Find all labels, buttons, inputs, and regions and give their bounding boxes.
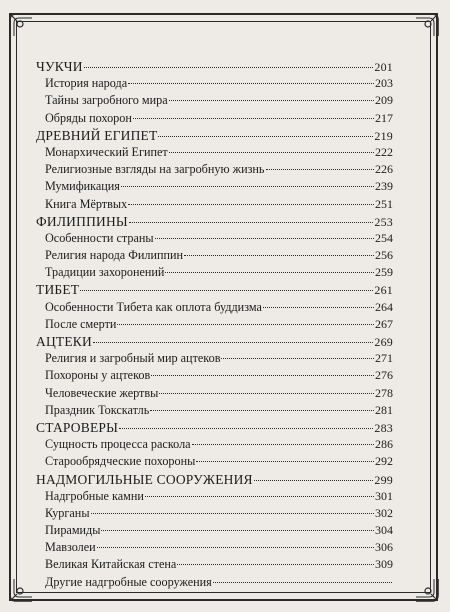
toc-entry (36, 402, 393, 419)
dot-leader (169, 90, 374, 101)
dot-leader (80, 280, 373, 291)
toc-entry-title: Другие надгробные сооружения (45, 574, 212, 589)
toc-entry-title: Особенности Тибета как оплота буддизма (45, 299, 262, 314)
corner-ornament-icon (8, 12, 34, 38)
toc-entry-title: Сущность процесса раскола (45, 437, 191, 452)
dot-leader (196, 451, 374, 462)
toc-page-number: 203 (375, 76, 393, 91)
dot-leader (213, 572, 392, 583)
toc-entry-title: Мавзолеи (45, 540, 96, 555)
toc-entry-title: НАДМОГИЛЬНЫЕ СООРУЖЕНИЯ (36, 471, 253, 487)
toc-entry-title: Религиозные взгляды на загробную жизнь (45, 162, 265, 177)
dot-leader (177, 554, 374, 565)
toc-page-number: 271 (375, 351, 393, 366)
toc-entry (36, 196, 393, 213)
toc-entry-title: ТИБЕТ (36, 282, 80, 298)
toc-entry-title: ЧУКЧИ (36, 59, 83, 74)
toc-entry (36, 110, 393, 127)
corner-ornament-icon (414, 577, 440, 603)
toc-entry-title: АЦТЕКИ (36, 334, 92, 349)
dot-leader (192, 434, 374, 445)
toc-page-number: 259 (375, 265, 393, 280)
toc-entry-title: Особенности страны (45, 230, 154, 245)
toc-page-number: 276 (375, 368, 393, 383)
dot-leader (169, 142, 374, 153)
toc-page-number: 256 (375, 248, 393, 263)
dot-leader (165, 262, 374, 273)
dot-leader (155, 228, 374, 239)
toc-entry-title: ДРЕВНИЙ ЕГИПЕТ (36, 127, 158, 143)
toc-page-number: 281 (375, 402, 393, 417)
dot-leader (101, 520, 374, 531)
corner-ornament-icon (414, 12, 440, 38)
dot-leader (158, 126, 373, 137)
dot-leader (84, 57, 374, 68)
toc-entry-title: Курганы (45, 505, 90, 520)
toc-page-number: 304 (375, 523, 393, 538)
toc-entry-title: Обряды похорон (45, 110, 132, 125)
toc-page-number: 226 (375, 162, 393, 177)
dot-leader (93, 332, 373, 343)
toc-entry-title: Традиции захоронений (45, 265, 165, 280)
toc-page-number: 283 (374, 420, 393, 435)
toc-entry-title: Праздник Токскатль (45, 402, 150, 417)
toc-entry (36, 574, 393, 591)
dot-leader (184, 245, 374, 256)
table-of-contents (36, 58, 393, 591)
toc-page-number: 269 (374, 335, 393, 349)
toc-page-number: 286 (375, 437, 393, 452)
dot-leader (97, 537, 374, 548)
toc-entry-title: Тайны загробного мира (45, 93, 168, 108)
toc-page-number: 292 (375, 454, 393, 469)
toc-page-number: 222 (375, 144, 393, 159)
toc-entry-title: Мумификация (45, 179, 120, 194)
toc-page-number: 217 (375, 110, 393, 125)
toc-page-number: 251 (375, 196, 393, 211)
toc-entry-title: Великая Китайская стена (45, 557, 177, 572)
dot-leader (91, 503, 374, 514)
toc-page-number: 302 (375, 505, 393, 520)
dot-leader (128, 73, 374, 84)
toc-page-number: 299 (374, 472, 393, 487)
toc-entry-title: Надгробные камни (45, 488, 144, 503)
toc-entry (36, 453, 393, 470)
toc-page-number: 253 (374, 214, 393, 229)
toc-page-number: 306 (375, 540, 393, 555)
dot-leader (266, 159, 375, 170)
dot-leader (133, 108, 374, 119)
toc-page-number: 254 (375, 230, 393, 245)
toc-page-number: 301 (375, 488, 393, 503)
dot-leader (117, 314, 374, 325)
toc-page-number: 239 (375, 179, 393, 194)
dot-leader (159, 383, 374, 394)
toc-entry-title: Старообрядческие похороны (45, 454, 196, 469)
toc-page-number: 209 (375, 93, 393, 108)
toc-page-number: 264 (375, 299, 393, 314)
toc-entry-title: Религия и загробный мир ацтеков (45, 351, 221, 366)
toc-entry-title: Религия народа Филиппин (45, 248, 184, 263)
toc-entry (36, 316, 393, 333)
toc-entry-title: СТАРОВЕРЫ (36, 419, 119, 435)
dot-leader (119, 418, 373, 429)
dot-leader (129, 212, 374, 223)
toc-page-number: 267 (375, 316, 393, 331)
dot-leader (254, 470, 374, 481)
toc-page-number: 219 (374, 128, 393, 143)
toc-entry-title: Монархический Египет (45, 144, 168, 159)
toc-entry-title: Похороны у ацтеков (45, 368, 151, 383)
toc-entry-title: Книга Мёртвых (45, 196, 128, 211)
dot-leader (151, 365, 374, 376)
corner-ornament-icon (8, 577, 34, 603)
toc-page-number: 309 (375, 557, 393, 572)
toc-page-number: 278 (375, 385, 393, 400)
dot-leader (145, 486, 374, 497)
toc-page-number: 261 (374, 283, 393, 298)
toc-entry (36, 264, 393, 281)
dot-leader (128, 194, 374, 205)
toc-entry-title: История народа (45, 76, 128, 91)
toc-entry-title: ФИЛИППИНЫ (36, 213, 128, 229)
toc-entry-title: После смерти (45, 316, 117, 331)
dot-leader (150, 400, 374, 411)
toc-page-number: 201 (374, 60, 393, 74)
dot-leader (221, 348, 374, 359)
toc-entry-title: Человеческие жертвы (45, 385, 159, 400)
dot-leader (263, 297, 374, 308)
dot-leader (121, 176, 374, 187)
toc-entry-title: Пирамиды (45, 523, 101, 538)
